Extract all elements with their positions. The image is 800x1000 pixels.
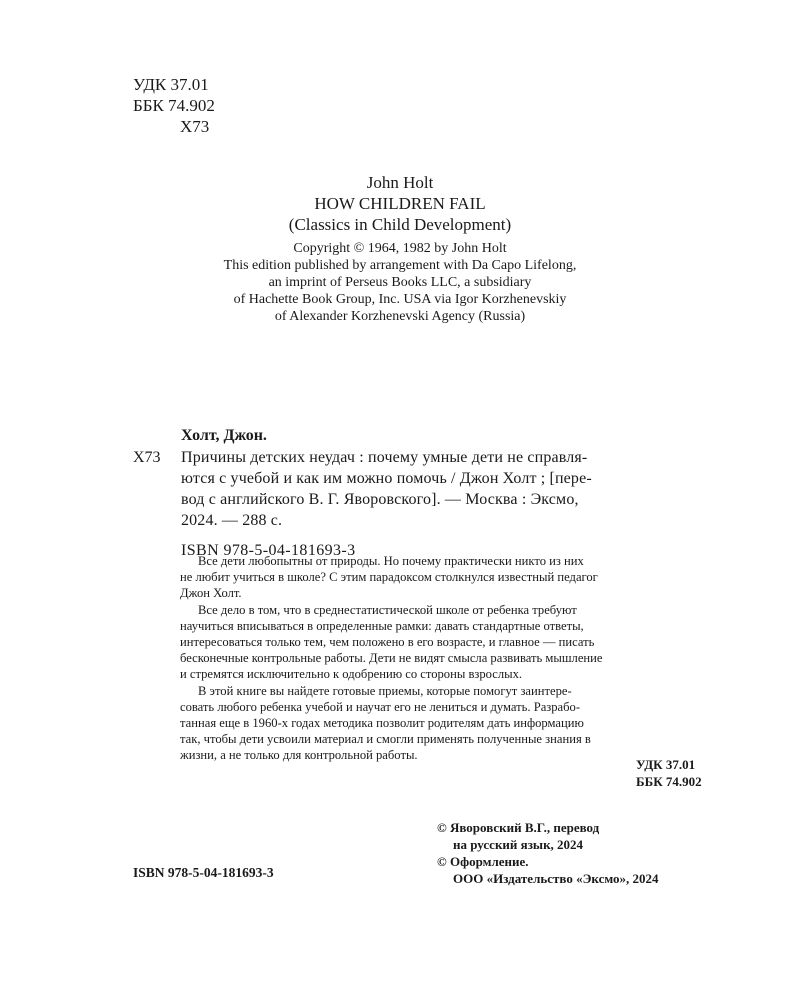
- record-body: [133, 447, 723, 531]
- record-isbn: ISBN 978-5-04-181693-3: [181, 542, 356, 559]
- record-author-code: Х73: [133, 449, 161, 466]
- copyright-notice: [150, 240, 650, 325]
- description-line: ются с учебой и как им можно помочь / Джон Холт ; [пере-: [181, 470, 592, 487]
- annotation-line: так, чтобы дети усвоили материал и смогли применять полученные знания в: [180, 732, 591, 747]
- annotation-line: танная еще в 1960-х годах методика позволит родителям дать информацию: [180, 716, 584, 731]
- copyright-line: an imprint of Perseus Books LLC, a subsidiary: [268, 275, 532, 290]
- translation-credit: © Яворовский В.Г., перевод: [437, 820, 600, 835]
- annotation-line: совать любого ребенка учебой и научат его не лениться и думать. Разрабо-: [180, 699, 581, 714]
- copyright-line: of Alexander Korzhenevski Agency (Russia): [274, 309, 526, 324]
- bbk-code-right: ББК 74.902: [636, 774, 702, 789]
- copyright-line: of Hachette Book Group, Inc. USA via Igor Korzhenevskiy: [233, 292, 567, 307]
- udk-code-right: УДК 37.01: [636, 757, 696, 772]
- annotation-line: интересоваться только тем, чем положено в его возрасте, и главное — писать: [180, 635, 595, 650]
- description-line: Причины детских неудач : почему умные дети не справля-: [181, 449, 588, 466]
- translation-credit-continued: на русский язык, 2024: [453, 837, 584, 852]
- original-title-block: [200, 172, 600, 235]
- author-heading: Холт, Джон.: [181, 427, 267, 444]
- annotation: [180, 553, 725, 764]
- record-description: [181, 447, 723, 531]
- bbk-code: ББК 74.902: [133, 96, 215, 115]
- isbn-bottom: ISBN 978-5-04-181693-3: [133, 865, 274, 880]
- annotation-line: научиться вписываться в определенные рамки: давать стандартные ответы,: [180, 618, 584, 633]
- annotation-line: бесконечные контрольные работы. Дети не видят смысла развивать мышление: [180, 651, 603, 666]
- annotation-line: Джон Холт.: [180, 586, 242, 601]
- description-line: 2024. — 288 с.: [181, 512, 283, 529]
- udk-code: УДК 37.01: [133, 75, 209, 94]
- annotation-line: В этой книге вы найдете готовые приемы, которые помогут заинтере-: [198, 683, 572, 698]
- annotation-line: Все дети любопытны от природы. Но почему практически никто из них: [198, 554, 584, 568]
- original-title: HOW CHILDREN FAIL: [314, 194, 486, 213]
- classification-codes: [133, 74, 215, 137]
- bibliographic-record: [133, 425, 723, 561]
- copyright-credits: [437, 819, 659, 887]
- classification-codes-right: [636, 756, 702, 790]
- annotation-line: и стремятся исключительно к одобрению со стороны взрослых.: [180, 667, 523, 682]
- copyright-line: Copyright © 1964, 1982 by John Holt: [293, 241, 507, 256]
- publisher-credit: ООО «Издательство «Эксмо», 2024: [453, 871, 659, 886]
- description-line: вод с английского В. Г. Яворовского]. — Москва : Эксмо,: [181, 491, 579, 508]
- author-code: Х73: [180, 117, 210, 136]
- original-series: (Classics in Child Development): [288, 215, 512, 234]
- annotation-line: жизни, а не только для контрольной работы.: [180, 748, 418, 763]
- annotation-line: не любит учиться в школе? С этим парадоксом столкнулся известный педагог: [180, 570, 598, 585]
- copyright-line: This edition published by arrangement with Da Capo Lifelong,: [223, 258, 577, 273]
- design-credit: © Оформление.: [437, 854, 529, 869]
- annotation-line: Все дело в том, что в среднестатистической школе от ребенка требуют: [198, 602, 577, 617]
- original-author: John Holt: [366, 173, 434, 192]
